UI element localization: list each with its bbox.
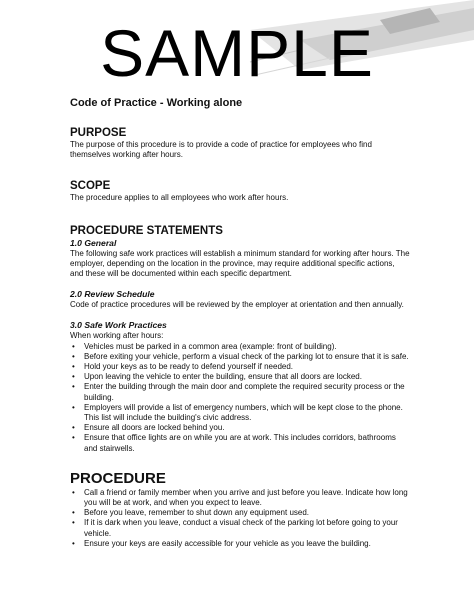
sample-banner xyxy=(0,0,474,92)
safe-practices-list xyxy=(70,342,410,454)
procedure-heading: PROCEDURE xyxy=(70,469,166,487)
list-item: • Enter the building through the main door and complete the required security process or the building. xyxy=(72,382,405,402)
list-item: • Employers will provide a list of emergency numbers, which will be kept close to the phone. This list will include the building's civic address. xyxy=(72,402,403,423)
purpose-text: The purpose of this procedure is to provide a code of practice for employees who find themselves working after hours. xyxy=(70,140,372,160)
bullet-icon: • xyxy=(72,518,75,528)
list-item: • Ensure your keys are easily accessible for your vehicle as you leave the building. xyxy=(72,538,371,548)
list-item: • If it is dark when you leave, conduct a visual check of the parking lot before going to your vehicle. xyxy=(72,518,398,538)
safe-practices-intro: When working after hours: xyxy=(70,331,164,341)
purpose-heading: PURPOSE xyxy=(70,127,127,139)
sample-watermark: SAMPLE xyxy=(100,16,374,90)
list-item: • Upon leaving the vehicle to enter the building, ensure that all doors are locked. xyxy=(72,372,362,382)
list-item: • Before exiting your vehicle, perform a visual check of the parking lot to ensure that it is safe. xyxy=(72,351,409,361)
bullet-icon: • xyxy=(72,351,75,361)
bullet-icon: • xyxy=(72,341,75,351)
procedure-list xyxy=(70,488,410,549)
bullet-icon: • xyxy=(72,433,75,443)
list-item: • Before you leave, remember to shut down any equipment used. xyxy=(72,508,310,518)
scope-heading: SCOPE xyxy=(70,180,111,193)
list-item: • Ensure that office lights are on while you are at work. This includes corridors, bathrooms and stairwells. xyxy=(72,433,396,453)
procedure-statements-heading: PROCEDURE STATEMENTS xyxy=(70,224,223,237)
bullet-icon: • xyxy=(72,487,75,497)
review-text: Code of practice procedures will be reviewed by the employer at orientation and then annually. xyxy=(70,300,404,310)
document-title: Code of Practice - Working alone xyxy=(70,97,243,109)
list-item: • Vehicles must be parked in a common area (example: front of building). xyxy=(72,341,337,351)
list-item: • Call a friend or family member when you arrive and just before you leave. Indicate how long you will be at work, and when you expect to leave. xyxy=(72,487,408,508)
general-heading: 1.0 General xyxy=(70,237,117,248)
bullet-icon: • xyxy=(72,508,75,518)
bullet-icon: • xyxy=(72,372,75,382)
bullet-icon: • xyxy=(72,402,75,412)
document-body xyxy=(70,96,410,549)
general-text: The following safe work practices will establish a minimum standard for working after hours. The employer, depending on the location in the province, may require additional specific actions, and these will be documented within each specific department. xyxy=(70,248,410,279)
list-item: • Ensure all doors are locked behind you. xyxy=(72,423,225,433)
scope-text: The procedure applies to all employees who work after hours. xyxy=(70,193,289,203)
bullet-icon: • xyxy=(72,423,75,433)
bullet-icon: • xyxy=(72,362,75,372)
bullet-icon: • xyxy=(72,382,75,392)
bullet-icon: • xyxy=(72,538,75,548)
list-item: • Hold your keys as to be ready to defend yourself if needed. xyxy=(72,362,294,372)
review-heading: 2.0 Review Schedule xyxy=(70,289,155,300)
safe-practices-heading: 3.0 Safe Work Practices xyxy=(70,320,167,331)
